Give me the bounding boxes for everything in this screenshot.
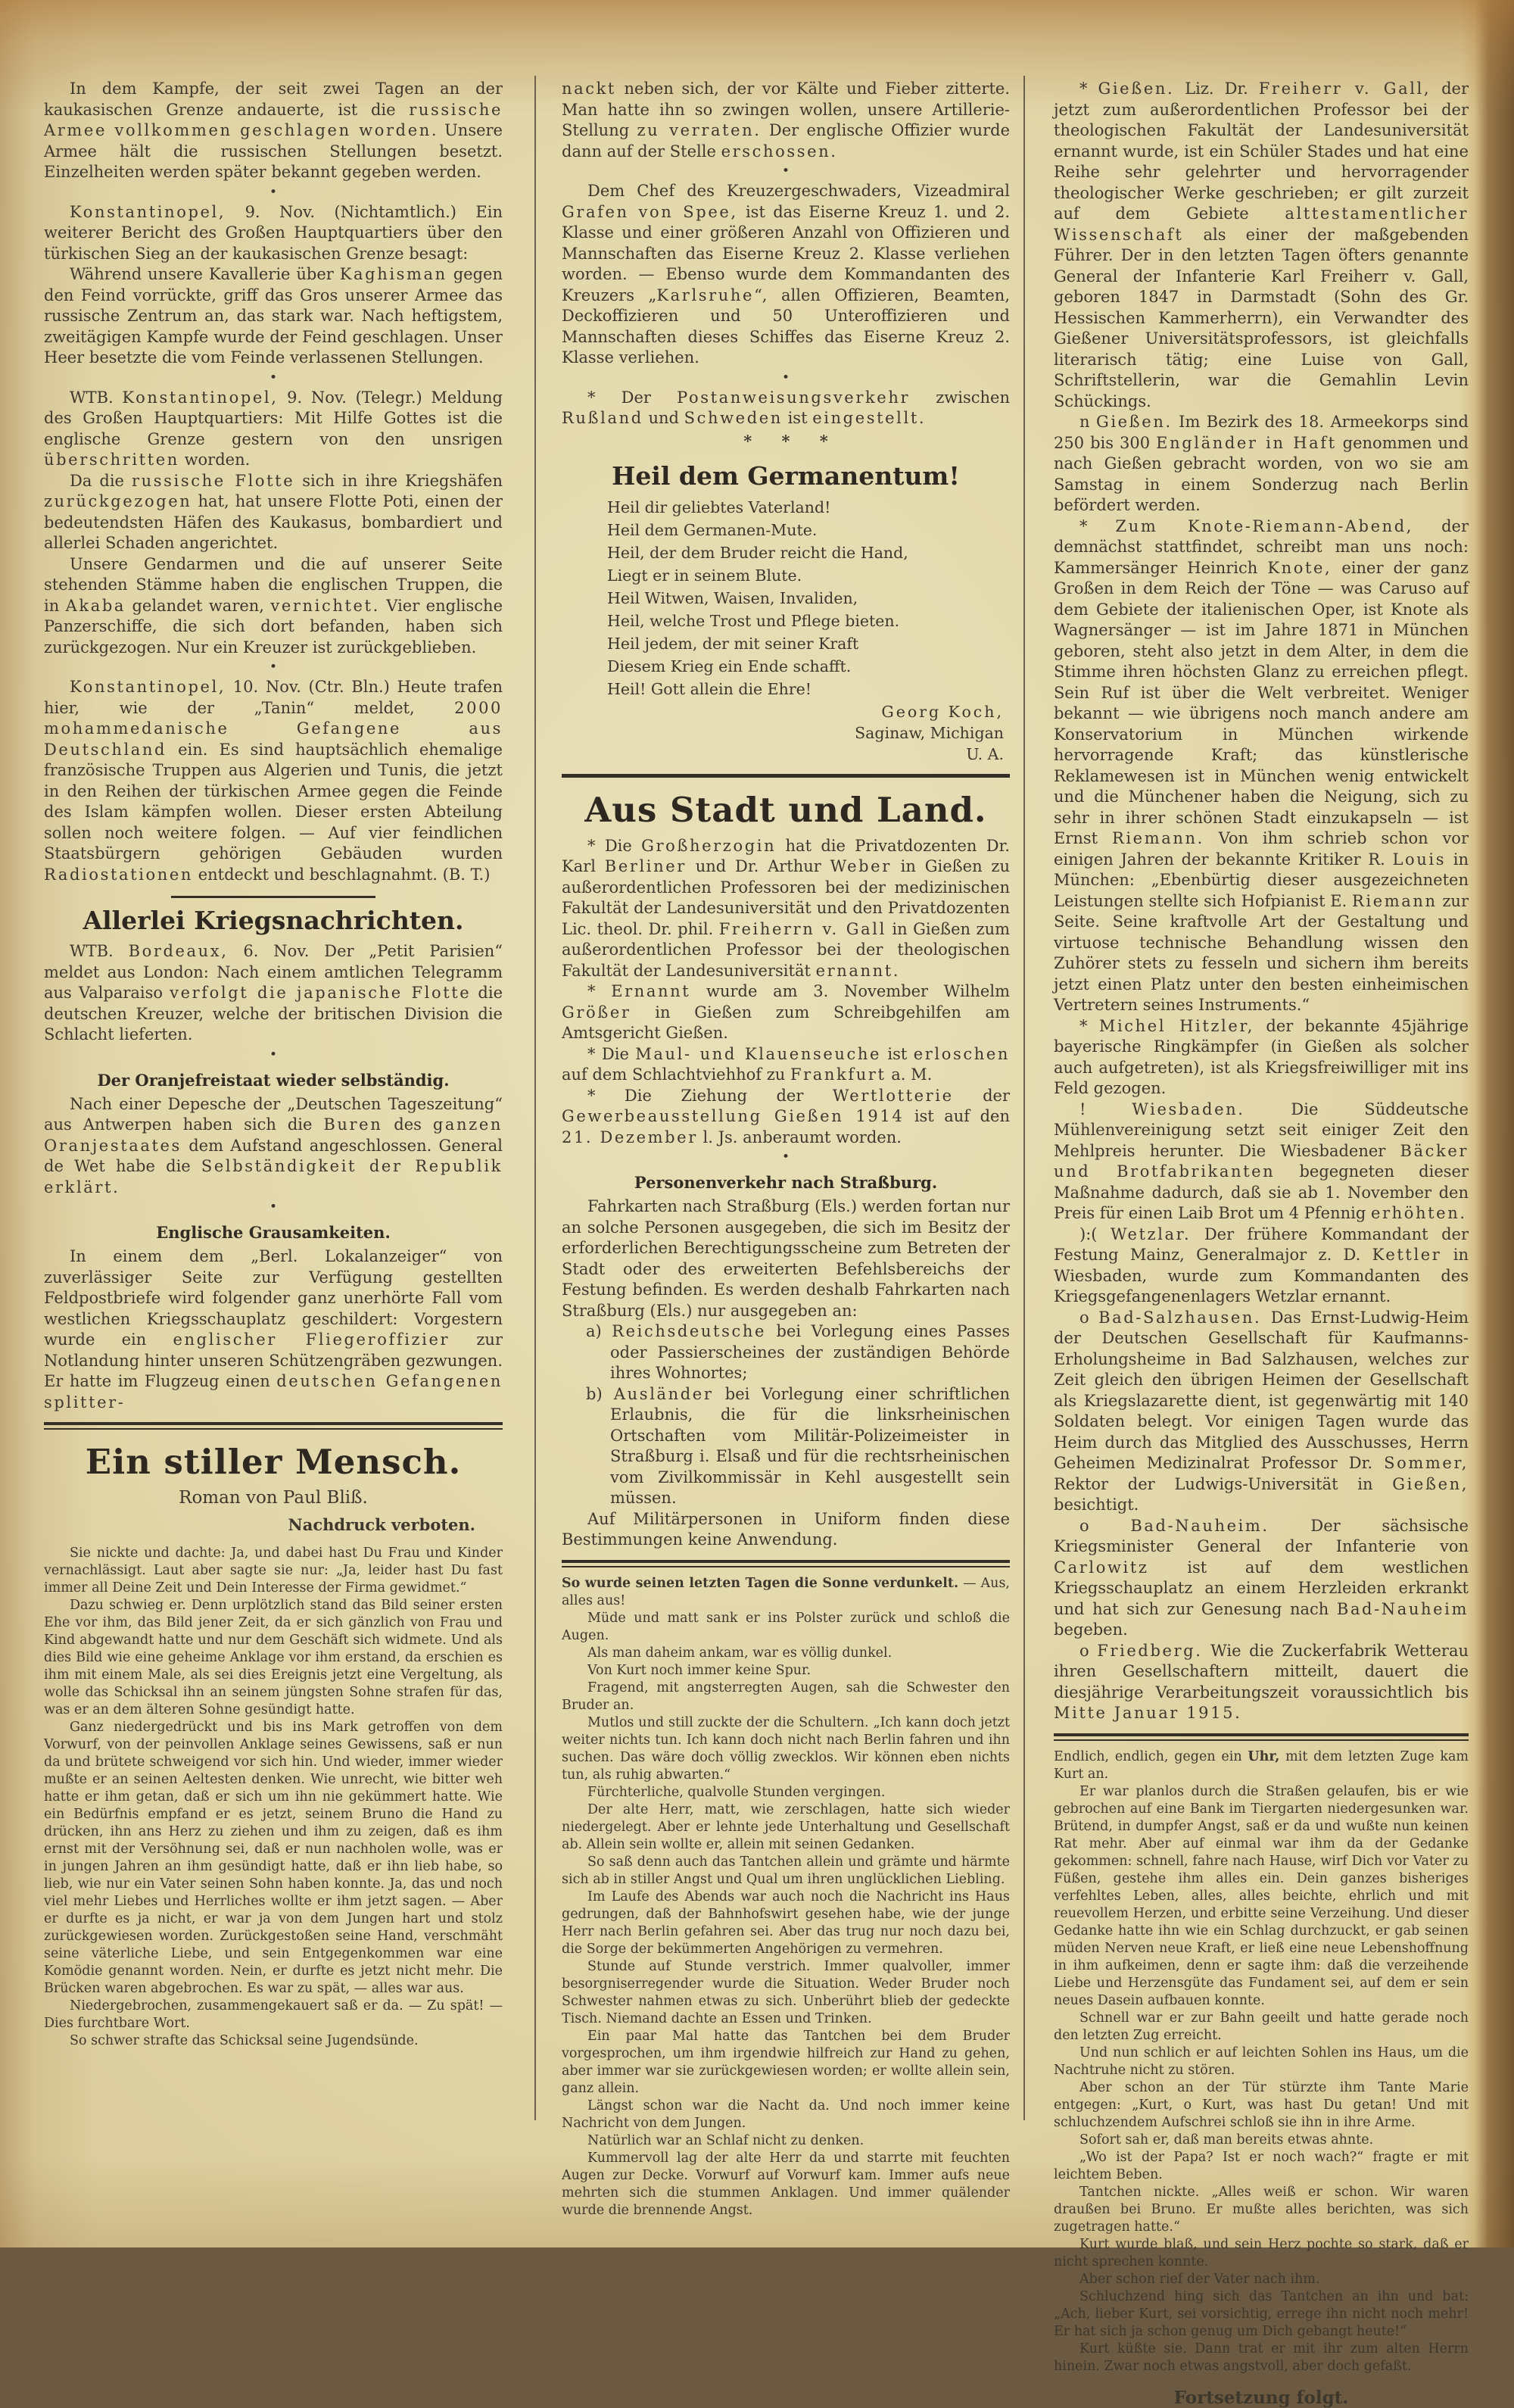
article-paragraph: Da die russische Flotte sich in ihre Kriegshäfen zurückgezogen hat, hat unsere Flotte Poti, einen der bedeutendsten Häfen des Kaukasus, bombardiert und allerlei Schaden angerichtet. [44,471,503,552]
emphasized-spaced-text: Ausländer [613,1384,714,1403]
emphasized-spaced-text: Selbständigkeit der Republik erklärt. [44,1157,503,1196]
emphasized-spaced-text: erloschen [913,1044,1010,1063]
emphasized-spaced-text: Reichsdeutsche [612,1322,766,1340]
article-paragraph: o Bad-Salzhausen. Das Ernst-Ludwig-Heim der Deutschen Gesellschaft für Kaufmanns-Erholungsheime in Bad Salzhausen, welches zur Zeit gleich den übrigen Heimen der Gesellschaft als Kriegslazarette dient, ist gegenwärtig mit 140 Soldaten belegt. Vor einigen Tagen wurde das Heim durch das Mitglied des Ausschusses, Herrn Geheimen Medizinalrat Professor Dr. Sommer, Rektor der Ludwigs-Universität in Gießen, besichtigt. [1054,1308,1469,1514]
emphasized-spaced-text: Weber [830,857,892,875]
article-paragraph: Nach einer Depesche der „Deutschen Tageszeitung“ aus Antwerpen haben sich die Buren des ganzen Oranjestaates dem Aufstand angeschlossen. General de Wet habe die Selbständigkeit der Republik erklärt. [44,1094,503,1196]
emphasized-spaced-text: Größer [562,1003,631,1022]
emphasized-spaced-text: überschritten [44,451,179,469]
article-paragraph: Tantchen nickte. „Alles weiß er schon. Wir waren draußen bei Bruno. Er mußte alles berichten, was sich zugetragen hatte.“ [1054,2184,1469,2235]
article-paragraph: WTB. Bordeaux, 6. Nov. Der „Petit Parisien“ meldet aus London: Nach einem amtlichen Telegramm aus Valparaiso verfolgt die japanische Flotte die deutschen Kreuzer, welche der britischen Division die Schlacht lieferten. [44,942,503,1043]
emphasized-spaced-text: Akaba [65,596,126,615]
continuation-note: Fortsetzung folgt. [1173,2387,1349,2408]
article-paragraph: Er war planlos durch die Straßen gelaufen, bis er wie gebrochen auf eine Bank im Tiergarten niedergesunken war. Brütend, in dumpfer Angst, saß er da und wußte nun keinen Rat mehr. Aber auf einmal war ihm da der Gedanke gekommen: schnell, fahre nach Hause, wirf Dich vor Vater zu Füßen, gestehe ihm alles ein. Dein ganzes bisheriges verfehltes Leben, alles, alles beichte, ehrlich und mit reuevollem Herzen, und erbitte seine Verzeihung. Und dieser Gedanke hatte ihn wie ein Schlag durchzuckt, er gab seinen müden Nerven neue Kraft, er ließ eine neue Lebenshoffnung in ihm aufkeimen, denn er sagte ihm: daß die verzeihende Liebe und Herzensgüte das Fundament sei, auf dem er sein neues Dasein aufbauen konnte. [1054,1783,1469,2008]
separator-rule-double [44,1422,503,1430]
article-paragraph: n Gießen. Im Bezirk des 18. Armeekorps sind 250 bis 300 Engländer in Haft genommen und nach Gießen gebracht worden, von wo sie am Samstag in einem Sonderzug nach Berlin befördert werden. [1054,413,1469,514]
emphasized-spaced-text: Konstantinopel, [70,678,226,696]
separator-dot: • [781,164,790,179]
emphasized-spaced-text: Bad-Nauheim. [1130,1516,1269,1535]
article-paragraph: Der alte Herr, matt, wie zerschlagen, hatte sich wieder niedergelegt. Aber er lehnte jede Unterhaltung und Gesellschaft ab. Allein sein wollte er, allein mit seinen Gedanken. [562,1801,1010,1852]
emphasized-spaced-text: Maul- und Klauenseuche [635,1044,881,1063]
emphasized-spaced-text: nackt [562,80,616,98]
rights-note: Nachdruck verboten. [288,1515,475,1534]
article-paragraph: Im Laufe des Abends war auch noch die Nachricht ins Haus gedrungen, daß der Bahnhofswirt gesehen habe, wie der junge Herr nach Berlin gefahren sei. Aber das trug nur noch dazu bei, die Sorge der bekümmerten Angehörigen zu vermehren. [562,1889,1010,1957]
article-paragraph: * Zum Knote-Riemann-Abend, der demnächst stattfindet, schreibt man uns noch: Kammersänger Heinrich Knote, einer der ganz Großen in dem Reich der Töne — was Caruso auf dem Gebiete der italienischen Oper, ist Knote als Wagnersänger — ist im Jahre 1871 in München geboren, steht also jetzt in dem Alter, in dem die Stimme ihren höchsten Glanz zu erreichen pflegt. Sein Ruf ist über die Welt verbreitet. Weniger bekannt — wie übrigens noch manch andere am Konservatorium in München wirkende hervorragende Kraft; das künstlerische Reklamewesen ist in München wenig entwickelt und die Münchener haben die Neigung, sich zu sehr in ihrer schönen Stadt einzukapseln — ist Ernst Riemann. Von ihm schrieb schon vor einigen Jahren der bekannte Kritiker R. Louis in München: „Ebenbürtig dieser ausgezeichneten Leistungen stellte sich Hofpianist E. Riemann zur Seite. Seine kraftvolle Art der Gestaltung und virtuose technische Behandlung wissen den Zuhörer stets zu fesseln und sichern ihm bereits jetzt einen Platz unter den besten einheimischen Vertretern seines Instruments.“ [1054,516,1469,1014]
separator-dot: • [269,184,278,200]
emphasized-spaced-text: Bad-Salzhausen. [1098,1308,1262,1327]
signature-line: U. A. [966,744,1004,763]
article-paragraph: b) Ausländer bei Vorlegung einer schriftlichen Erlaubnis, die für die linksrheinischen Ortschaften vom Militär-Polizeimeister in Straßburg i. Elsaß und für die rechtsrheinischen vom Zivilkommissär in Kehl ausgestellt sein müssen. [586,1384,1011,1507]
emphasized-spaced-text: Gewerbeausstellung Gießen 1914 [562,1107,905,1125]
list-marker: a) [586,1322,612,1340]
separator-rule-double [562,1560,1010,1567]
emphasized-spaced-text: Konstantinopel, [70,202,226,221]
article-paragraph: Müde und matt sank er ins Polster zurück und schloß die Augen. [562,1610,1010,1643]
article-paragraph: Schnell war er zur Bahn geeilt und hatte gerade noch den letzten Zug erreicht. [1054,2010,1469,2043]
signature-line: Saginaw, Michigan [855,723,1004,742]
signature-line: Georg Koch, [881,702,1004,721]
separator-dot: • [781,370,790,385]
article-paragraph: Stunde auf Stunde verstrich. Immer qualvoller, immer besorgniserregender wurde die Situation. Weder Bruder noch Schwester nahmen etwas zu sich. Unberührt blieb der gedeckte Tisch. Niemand dachte an Essen und Trinken. [562,1958,1010,2026]
emphasized-spaced-text: Louis [1392,850,1447,869]
article-paragraph: Als man daheim ankam, war es völlig dunkel. [587,1645,893,1661]
emphasized-spaced-text: Bordeaux, [128,942,229,960]
article-paragraph: Ein paar Mal hatte das Tantchen bei dem Bruder vorgesprochen, um ihm irgendwie hilfreich zur Hand zu gehen, aber immer war sie zurückgewiesen worden; er wollte allein sein, ganz allein. [562,2028,1010,2096]
emphasized-spaced-text: zu verraten. [637,121,762,139]
section-heading: Allerlei Kriegsnachrichten. [83,906,464,935]
emphasized-spaced-text: Grafen von Spee, [562,202,738,221]
emphasized-spaced-text: Riemann. [1111,829,1204,847]
emphasized-spaced-text: deutschen Gefangenen splitter- [44,1372,503,1411]
newspaper-column-middle [562,79,1010,2229]
emphasized-spaced-text: Gießen. [1098,80,1175,98]
bold-text: So wurde seinen letzten Tagen die Sonne verdunkelt. [562,1575,959,1591]
emphasized-spaced-text: Schweden [684,409,783,427]
emphasized-spaced-text: Gießen. [1095,413,1173,431]
article-paragraph: So wurde seinen letzten Tagen die Sonne verdunkelt. — Aus, alles aus! [562,1575,1010,1608]
article-paragraph: So saß denn auch das Tantchen allein und grämte und härmte sich ab in stiller Angst und Qual um ihren unglücklichen Liebling. [562,1854,1010,1887]
emphasized-spaced-text: Michel Hitzler, [1098,1016,1255,1035]
article-paragraph: * Der Postanweisungsverkehr zwischen Rußland und Schweden ist eingestellt. [562,388,1011,427]
article-paragraph: ):( Wetzlar. Der frühere Kommandant der Festung Mainz, Generalmajor z. D. Kettler in Wiesbaden, wurde zum Kommandanten des Kriegsgefangenenlagers Wetzlar ernannt. [1054,1224,1469,1305]
separator-dot: • [269,1199,278,1215]
article-paragraph: ! Wiesbaden. Die Süddeutsche Mühlenvereinigung setzt seit einiger Zeit den Mehlpreis herunter. Die Wiesbadener Bäcker und Brotfabrikanten begegneten dieser Maßnahme dadurch, daß sie ab 1. November den Preis für einen Laib Brot um 4 Pfennig erhöhten. [1054,1100,1469,1222]
article-paragraph: a) Reichsdeutsche bei Vorlegung eines Passes oder Passierscheines der zuständigen Behörde ihres Wohnortes; [586,1322,1010,1382]
article-paragraph: Aber schon rief der Vater nach ihm. [1079,2271,1320,2287]
article-paragraph: * Die Ziehung der Wertlotterie der Gewerbeausstellung Gießen 1914 ist auf den 21. Dezember l. Js. anberaumt worden. [562,1086,1010,1146]
article-paragraph: „Wo ist der Papa? Ist er noch wach?“ fragte er mit leichtem Beben. [1054,2149,1469,2182]
emphasized-spaced-text: Ernannt [611,982,691,1000]
poem [562,497,1010,700]
article-paragraph: * Ernannt wurde am 3. November Wilhelm Größer in Gießen zum Schreibgehilfen am Amtsgericht Gießen. [562,982,1010,1042]
article-paragraph: o Bad-Nauheim. Der sächsische Kriegsminister General der Infanterie von Carlowitz ist auf dem westlichen Kriegsschauplatz an einem Herzleiden erkrankt und hat sich zur Genesung nach Bad-Nauheim begeben. [1054,1516,1469,1639]
emphasized-spaced-text: Friedberg. [1097,1641,1203,1660]
article-paragraph: In dem Kampfe, der seit zwei Tagen an der kaukasischen Grenze andauerte, ist die russische Armee vollkommen geschlagen worden. Unsere Armee hält die russischen Stellungen besetzt. Einzelheiten werden später bekannt gegeben werden. [44,80,503,181]
poem-line: Heil, welche Trost und Pflege bieten. [607,611,900,630]
article-paragraph: Von Kurt noch immer keine Spur. [587,1662,812,1678]
poem-line: Diesem Krieg ein Ende schafft. [607,657,852,675]
emphasized-spaced-text: Bäcker und Brotfabrikanten [1054,1141,1469,1181]
article-paragraph: Längst schon war die Nacht da. Und noch immer keine Nachricht von dem Jungen. [562,2098,1010,2131]
article-paragraph: * Gießen. Liz. Dr. Freiherr v. Gall, der jetzt zum außerordentlichen Professor bei der theologischen Fakultät der Landesuniversität ernannt wurde, ist ein Schüler Stades und hat eine Reihe sehr gelehrter und hervorragender theologischer Werke geschrieben; er gilt zurzeit auf dem Gebiete alttestamentlicher Wissenschaft als einer der maßgebenden Führer. Der in den letzten Tagen öfters genannte General der Infanterie Karl Freiherr v. Gall, geboren 1847 in Darmstadt (Sohn des Gr. Hessischen Kammerherrn), ein Verwandter des Gießener Universitätsprofessors, ist gleichfalls literarisch tätig; eine Luise von Gall, Schriftstellerin, war die Gemahlin Levin Schückings. [1054,80,1469,410]
emphasized-spaced-text: Freiherr v. Gall, [1258,80,1431,98]
section-heading: Englische Grausamkeiten. [156,1223,391,1242]
emphasized-spaced-text: Radiostationen [44,865,194,884]
separator-rule-double [1054,1733,1469,1741]
emphasized-spaced-text: ernannt. [815,961,901,980]
poem-line: Heil dem Germanen-Mute. [607,520,818,539]
emphasized-spaced-text: Knote, [1267,558,1332,577]
section-heading: Personenverkehr nach Straßburg. [634,1173,938,1192]
emphasized-spaced-text: Konstantinopel, [122,388,279,407]
article-paragraph: nackt neben sich, der vor Kälte und Fieber zitterte. Man hatte ihn so zwingen wollen, unsere Artillerie-Stellung zu verraten. Der englische Offizier wurde dann auf der Stelle erschossen. [562,80,1010,161]
emphasized-spaced-text: vernichtet. [270,596,380,615]
article-paragraph: Und nun schlich er auf leichten Sohlen ins Haus, um die Nachtruhe nicht zu stören. [1054,2045,1469,2078]
article-paragraph: * Die Großherzogin hat die Privatdozenten Dr. Karl Berliner und Dr. Arthur Weber in Gießen zu außerordentlichen Professoren bei der medizinischen Fakultät der Landesuniversität und den Privatdozenten Lic. theol. Dr. phil. Freiherrn v. Gall in Gießen zum außerordentlichen Professor bei der theologischen Fakultät der Landesuniversität ernannt. [562,836,1011,980]
poem-line: Liegt er in seinem Blute. [607,566,802,585]
emphasized-spaced-text: Bad-Nauheim [1336,1599,1469,1618]
newspaper-column-right [1054,79,1469,2408]
emphasized-spaced-text: verfolgt die japanische Flotte [170,984,472,1002]
emphasized-spaced-text: eingestellt. [812,409,927,427]
section-heading: Ein stiller Mensch. [85,1442,462,1482]
article-paragraph: Kurt wurde blaß, und sein Herz pochte so stark, daß er nicht sprechen konnte. [1054,2236,1469,2269]
article-paragraph: Mutlos und still zuckte der die Schultern. „Ich kann doch jetzt weiter nichts tun. Ich kann doch nicht nach Berlin fahren und ihn suchen. Das wäre doch völlig zwecklos. Wir können eben nichts tun, als ruhig abwarten.“ [562,1714,1010,1783]
article-paragraph: Niedergebrochen, zusammengekauert saß er da. — Zu spät! — Dies furchtbare Wort. [44,1998,503,2031]
emphasized-spaced-text: Sommer, [1384,1454,1469,1472]
poem-line: Heil, der dem Bruder reicht die Hand, [607,543,908,562]
article-paragraph: Konstantinopel, 10. Nov. (Ctr. Bln.) Heute trafen hier, wie der „Tanin“ meldet, 2000 mohammedanische Gefangene aus Deutschland ein. Es sind hauptsächlich ehemalige französische Truppen aus Algerien und Tunis, die jetzt in den Reihen der türkischen Armee gegen die Feinde des Islam kämpfen wollen. Dieser ersten Abteilung sollen noch weitere folgen. — Auf vier feindlichen Staatsbürgern gehörigen Gebäuden wurden Radiostationen entdeckt und beschlagnahmt. (B. T.) [44,678,503,884]
newspaper-column-left [44,79,503,2229]
emphasized-spaced-text: Riemann [1351,891,1438,910]
emphasized-spaced-text: Kaghisman [339,265,447,283]
article-paragraph: WTB. Konstantinopel, 9. Nov. (Telegr.) Meldung des Großen Hauptquartiers: Mit Hilfe Gottes ist die englische Grenze gestern von den unsrigen überschritten worden. [44,388,503,469]
poem-line: Heil Witwen, Waisen, Invaliden, [607,588,858,607]
separator-dot: • [269,1046,278,1062]
emphasized-spaced-text: alttestamentlicher Wissenschaft [1054,204,1469,244]
article-paragraph: Auf Militärpersonen in Uniform finden diese Bestimmungen keine Anwendung. [562,1509,1010,1549]
emphasized-spaced-text: Berliner [604,857,687,875]
separator-rule-thick [562,774,1010,778]
bold-text: Uhr, [1248,1748,1280,1764]
emphasized-spaced-text: 21. Dezember [562,1128,698,1146]
emphasized-spaced-text: Rußland [562,409,643,427]
article-paragraph: Dem Chef des Kreuzergeschwaders, Vizeadmiral Grafen von Spee, ist das Eiserne Kreuz 1. und 2. Klasse und einer größeren Anzahl von Offizieren und Mannschaften das Eiserne Kreuz 2. Klasse verliehen worden. — Ebenso wurde dem Kommandanten des Kreuzers „Karlsruhe“, allen Offizieren, Beamten, Deckoffizieren und 50 Unteroffizieren und Mannschaften dieses Schiffes das Eiserne Kreuz 2. Klasse verliehen. [562,182,1010,367]
emphasized-spaced-text: Postanweisungsverkehr [677,388,911,407]
emphasized-spaced-text: englischer Fliegeroffizier [173,1330,450,1349]
article-paragraph: Fürchterliche, qualvolle Stunden vergingen. [587,1784,886,1800]
emphasized-spaced-text: Kettler [1372,1246,1442,1264]
article-paragraph: Schluchzend hing sich das Tantchen an ihn und bat: „Ach, lieber Kurt, sei vorsichtig, errege ihn nicht noch mehr! Er hat sich ja schon genug um Dich gebangt heute!“ [1054,2288,1469,2339]
section-heading: Heil dem Germanentum! [612,460,960,491]
article-paragraph: Sofort sah er, daß man bereits etwas ahnte. [1079,2132,1374,2148]
article-paragraph: Natürlich war an Schlaf nicht zu denken. [587,2132,864,2148]
article-paragraph: Aber schon an der Tür stürzte ihm Tante Marie entgegen: „Kurt, o Kurt, was hast Du getan! Und mit schluchzendem Aufschrei schloß sie ihn in ihre Arme. [1054,2079,1469,2130]
column-divider-left [534,76,536,2120]
emphasized-spaced-text: erschossen. [721,142,838,161]
article-paragraph: Endlich, endlich, gegen ein Uhr, mit dem letzten Zuge kam Kurt an. [1054,1748,1469,1782]
article-paragraph: Konstantinopel, 9. Nov. (Nichtamtlich.) Ein weiterer Bericht des Großen Hauptquartiers über den türkischen Sieg an der kaukasischen Grenze besagt: [44,202,503,263]
list-marker: b) [586,1384,614,1403]
article-paragraph: Kummervoll lag der alte Herr da und starrte mit feuchten Augen zur Decke. Vorwurf auf Vorwurf kam. Immer aufs neue mehrten sich die stummen Anklagen. Und immer quälender wurde die brennende Angst. [562,2150,1010,2218]
emphasized-spaced-text: Engländer in Haft [1156,433,1337,452]
emphasized-spaced-text: Gießen, [1392,1474,1469,1493]
emphasized-spaced-text: Buren [323,1115,383,1134]
emphasized-spaced-text: Carlowitz [1054,1558,1149,1577]
article-paragraph: * Michel Hitzler, der bekannte 45jährige bayerische Ringkämpfer (in Gießen als solcher auch aufgetreten), ist als Kriegsfreiwilliger mit ins Feld gezogen. [1054,1016,1469,1097]
separator-rule-short [171,896,375,898]
article-paragraph: So schwer strafte das Schicksal seine Jugendsünde. [70,2033,419,2048]
article-paragraph: Sie nickte und dachte: Ja, und dabei hast Du Frau und Kinder vernachlässigt. Laut aber sagte sie nur: „Ja, leider hast Du fast immer all Deine Zeit und Dein Interesse der Firma gewidmet.“ [44,1546,503,1595]
article-paragraph: Kurt küßte sie. Dann trat er mit ihr zum alten Herrn hinein. Zwar noch etwas angstvoll, aber doch gefaßt. [1054,2341,1469,2374]
poem-line: Heil! Gott allein die Ehre! [607,679,812,698]
emphasized-spaced-text: Mitte Januar 1915. [1054,1704,1242,1722]
emphasized-spaced-text: Wertlotterie [832,1086,954,1105]
emphasized-spaced-text: ganzen Oranjestaates [44,1115,503,1155]
article-paragraph: Fragend, mit angsterregten Augen, sah die Schwester den Bruder an. [562,1680,1010,1713]
article-subtitle: Roman von Paul Bliß. [179,1488,368,1508]
article-paragraph: Unsere Gendarmen und die auf unserer Seite stehenden Stämme haben die englischen Truppen, die in Akaba gelandet waren, vernichtet. Vier englische Panzerschiffe, die sich dort befanden, haben sich zurückgezogen. Nur ein Kreuzer ist zurückgeblieben. [44,554,503,657]
emphasized-spaced-text: Wiesbaden. [1132,1100,1245,1118]
emphasized-spaced-text: Wetzlar. [1111,1224,1192,1243]
article-paragraph: Dazu schwieg er. Denn urplötzlich stand das Bild seiner ersten Ehe vor ihm, das Bild jener Zeit, da er sich gänzlich von Frau und Kind abgewandt hatte und nur dem Geschäft sich widmete. Und als dies Bild wie eine geheime Anklage vor ihm erstand, da erschien es ihm mit einem Male, als sei dies Ereignis jetzt eine Vergeltung, als wolle das Schicksal ihn an seinem jüngsten Sohne strafen für das, was er an dem älteren Sohne gesündigt hatte. [44,1598,503,1717]
poem-line: Heil dir geliebtes Vaterland! [607,498,831,516]
emphasized-spaced-text: Frankfurt [790,1065,886,1084]
emphasized-spaced-text: Großherzogin [641,836,777,855]
article-paragraph: In einem dem „Berl. Lokalanzeiger“ von zuverlässiger Seite zur Verfügung gestellten Feldpostbriefe wird folgender ganz unerhörte Fall vom westlichen Kriegsschauplatz geschildert: Vorgestern wurde ein englischer Fliegeroffizier zur Notlandung hinter unseren Schützengräben gezwungen. Er hatte im Flugzeug einen deutschen Gefangenen splitter- [44,1247,503,1411]
separator-dot: • [781,1149,790,1165]
emphasized-spaced-text: russische Armee vollkommen geschlagen worden. [44,100,503,139]
separator-stars: * * * [743,431,840,451]
article-paragraph: o Friedberg. Wie die Zuckerfabrik Wetterau ihren Gesellschaftern mitteilt, dauert die diesjährige Verarbeitungszeit voraussichtlich bis Mitte Januar 1915. [1054,1641,1469,1722]
poem-line: Heil jedem, der mit seiner Kraft [607,634,859,653]
emphasized-spaced-text: Karlsruhe [656,285,755,304]
article-paragraph: Fahrkarten nach Straßburg (Els.) werden fortan nur an solche Personen ausgegeben, die sich im Besitz der erforderlichen Berechtigungsscheine zum Betreten der Stadt oder des erweiterten Befehlsbereichs der Festung befinden. Es werden deshalb Fahrkarten nach Straßburg (Els.) nur ausgegeben an: [562,1197,1010,1320]
emphasized-spaced-text: Zum Knote-Riemann-Abend, [1115,516,1414,535]
column-divider-right [1023,76,1025,2120]
signature [562,701,1010,765]
article-paragraph: Während unsere Kavallerie über Kaghisman gegen den Feind vorrückte, griff das Gros unserer Armee das russische Zentrum an, das stark war. Nach heftigstem, zweitägigen Kampfe wurde der Feind geschlagen. Unser Heer besetzte die vom Feinde verlassenen Stellungen. [44,265,503,367]
article-paragraph: Ganz niedergedrückt und bis ins Mark getroffen von dem Vorwurf, von der peinvollen Anklage seines Gewissens, saß er nun da und brütete schweigend vor sich hin. Und wieder, immer wieder mußte er an seinen Aeltesten denken. Wie unrecht, wie bitter weh hatte er ihm getan, daß er sich um ihn nie gekümmert hatte. Wie ein Bedürfnis empfand er es jetzt, seinem Bruno die Hand zu drücken, ihn ans Herz zu ziehen und ihm zu zeigen, daß es ihm ernst mit der Versöhnung sei, daß er nun nachholen wolle, was er in jungen Jahren an ihm gesündigt hatte, daß er ihn lieb habe, so lieb, wie nur ein Vater seinen Sohn haben konnte. Ja, das und noch viel mehr Liebes und Herrliches wollte er ihm jetzt sagen. — Aber er durfte es ja nicht, er war ja von dem Jungen hart und stolz zurückgewiesen worden. Zurückgestoßen seine Hand, verschmäht seine väterliche Liebe, und sein Entgegenkommen war eine Komödie genannt worden. Nein, er durfte es jetzt nicht mehr. Die Brücken waren abgebrochen. Es war zu spät, — alles war aus. [44,1720,503,1996]
emphasized-spaced-text: zurückgezogen [44,492,192,510]
emphasized-spaced-text: russische Flotte [132,471,295,490]
separator-dot: • [269,660,278,675]
emphasized-spaced-text: erhöhten. [1370,1204,1467,1222]
article-paragraph: * Die Maul- und Klauenseuche ist erloschen auf dem Schlachtviehhof zu Frankfurt a. M. [562,1044,1010,1084]
section-heading: Der Oranjefreistaat wieder selbständig. [97,1070,450,1090]
emphasized-spaced-text: 2000 mohammedanische Gefangene aus Deutschland [44,698,503,759]
emphasized-spaced-text: Freiherrn v. Gall [718,919,886,938]
separator-dot: • [269,370,278,385]
section-heading: Aus Stadt und Land. [584,789,987,830]
